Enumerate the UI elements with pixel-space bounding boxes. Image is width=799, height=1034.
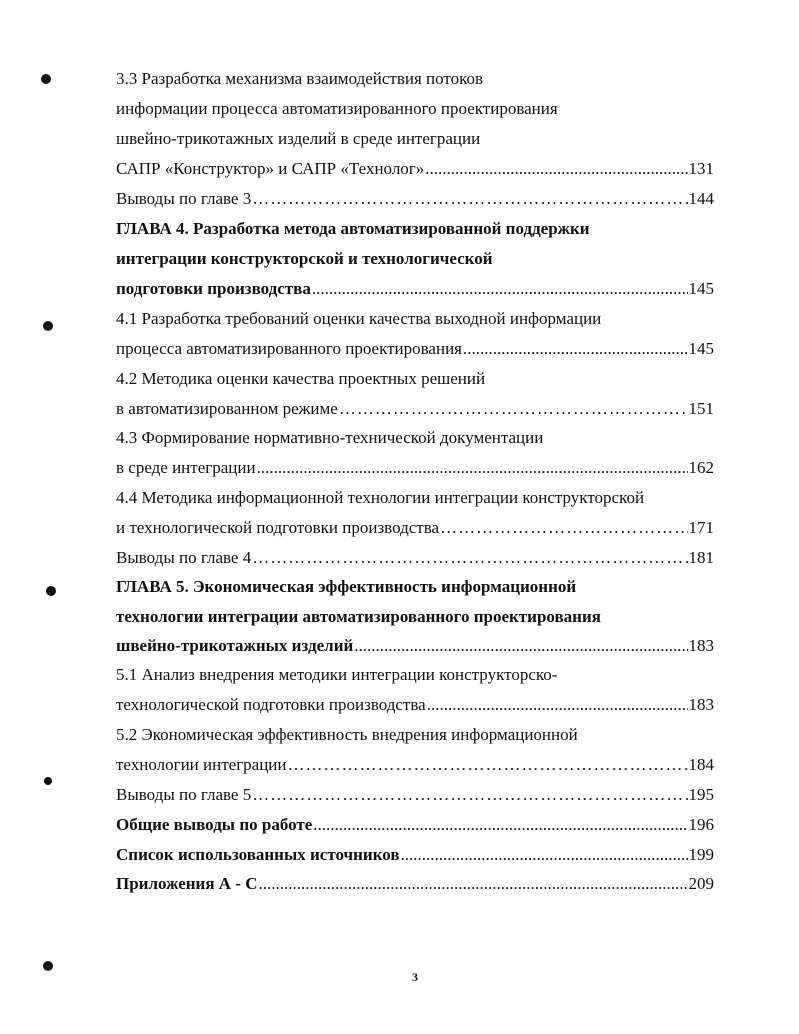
toc-line-text: 4.1 Разработка требований оценки качества выходной информации: [116, 309, 602, 328]
toc-leader: [259, 870, 688, 898]
toc-line-text: 4.4 Методика информационной технологии интеграции конструкторской: [116, 488, 645, 507]
margin-bullet-icon: [46, 586, 56, 596]
toc-entry: [116, 454, 714, 482]
toc-leader: [252, 781, 687, 809]
toc-entry-title: технологии интеграции: [116, 755, 287, 774]
toc-page-number: 181: [688, 548, 714, 567]
toc-chapter-heading: [116, 573, 714, 601]
toc-page-number: 183: [688, 636, 714, 655]
toc-page-number: 195: [688, 785, 714, 804]
toc-line-text: 3.3 Разработка механизма взаимодействия потоков: [116, 69, 484, 88]
toc-line-text: ГЛАВА 4. Разработка метода автоматизированной поддержки: [116, 219, 590, 238]
margin-bullet-icon: [43, 321, 53, 331]
toc-entry: [116, 514, 714, 542]
toc-entry: [116, 275, 714, 303]
toc-leader: [401, 841, 688, 869]
toc-line-text: технологии интеграции автоматизированного проектирования: [116, 607, 601, 626]
toc-line: [116, 484, 714, 512]
margin-bullet-icon: [44, 777, 52, 785]
toc-leader: [440, 514, 687, 542]
toc-leader: [313, 811, 687, 839]
toc-leader: [463, 335, 688, 363]
toc-line: [116, 65, 714, 93]
toc-entry: [116, 691, 714, 719]
toc-page-number: 144: [688, 189, 714, 208]
toc-page-number: 183: [688, 695, 714, 714]
page-number: 3: [412, 970, 418, 984]
toc-page-number: 196: [688, 815, 714, 834]
toc-line-text: 5.2 Экономическая эффективность внедрения информационной: [116, 725, 578, 744]
toc-page-number: 199: [688, 845, 714, 864]
toc-line: [116, 125, 714, 153]
toc-entry-title: технологической подготовки производства: [116, 695, 426, 714]
toc-page-number: 162: [688, 458, 714, 477]
margin-bullet-icon: [41, 74, 51, 84]
toc-entry: [116, 395, 714, 423]
toc-entry-title: процесса автоматизированного проектирования: [116, 339, 462, 358]
toc-page-number: 145: [688, 339, 714, 358]
toc-page-number: 184: [688, 755, 714, 774]
toc-entry-title: и технологической подготовки производства: [116, 518, 440, 537]
toc-entry: [116, 544, 714, 572]
toc-leader: [354, 632, 687, 660]
toc-entry: [116, 751, 714, 779]
toc-line: [116, 661, 714, 689]
toc-page-number: 131: [688, 159, 714, 178]
toc-entry-title: Выводы по главе 5: [116, 785, 252, 804]
toc-entry-title: Выводы по главе 3: [116, 189, 252, 208]
toc-entry-title: Приложения А - С: [116, 874, 258, 893]
toc-chapter-heading: [116, 245, 714, 273]
toc-page-number: 209: [688, 874, 714, 893]
toc-entry-title: подготовки производства: [116, 279, 311, 298]
toc-leader: [252, 544, 687, 572]
toc-line: [116, 721, 714, 749]
toc-entry: [116, 870, 714, 898]
toc-entry: [116, 155, 714, 183]
toc-line-text: швейно-трикотажных изделий в среде интеграции: [116, 129, 481, 148]
toc-entry-title: в среде интеграции: [116, 458, 256, 477]
toc-line-text: ГЛАВА 5. Экономическая эффективность информационной: [116, 577, 577, 596]
toc-leader: [312, 275, 688, 303]
toc-entry-title: швейно-трикотажных изделий: [116, 636, 354, 655]
toc-entry: [116, 781, 714, 809]
toc-line: [116, 365, 714, 393]
toc-entry-title: Общие выводы по работе: [116, 815, 313, 834]
toc-leader: [339, 395, 688, 423]
toc-line-text: 4.3 Формирование нормативно-технической документации: [116, 428, 544, 447]
toc-line-text: 5.1 Анализ внедрения методики интеграции конструкторско-: [116, 665, 558, 684]
toc-chapter-heading: [116, 215, 714, 243]
toc-line: [116, 305, 714, 333]
toc-entry: [116, 811, 714, 839]
toc-entry-title: САПР «Конструктор» и САПР «Технолог»: [116, 159, 425, 178]
toc-entry: [116, 632, 714, 660]
toc-entry-title: в автоматизированном режиме: [116, 399, 338, 418]
toc-line-text: интеграции конструкторской и технологической: [116, 249, 493, 268]
toc-chapter-heading: [116, 603, 714, 631]
toc-entry: [116, 185, 714, 213]
toc-page-number: 145: [688, 279, 714, 298]
toc-leader: [252, 185, 687, 213]
toc-leader: [257, 454, 688, 482]
toc-page-number: 171: [688, 518, 714, 537]
toc-leader: [288, 751, 688, 779]
toc-page-number: 151: [688, 399, 714, 418]
toc-line-text: информации процесса автоматизированного проектирования: [116, 99, 558, 118]
toc-entry: [116, 841, 714, 869]
toc-leader: [427, 691, 688, 719]
margin-bullet-icon: [43, 961, 53, 971]
toc-entry-title: Выводы по главе 4: [116, 548, 252, 567]
toc-line-text: 4.2 Методика оценки качества проектных решений: [116, 369, 486, 388]
toc-line: [116, 95, 714, 123]
toc-entry: [116, 335, 714, 363]
toc-entry-title: Список использованных источников: [116, 845, 400, 864]
toc-line: [116, 424, 714, 452]
toc-leader: [425, 155, 687, 183]
